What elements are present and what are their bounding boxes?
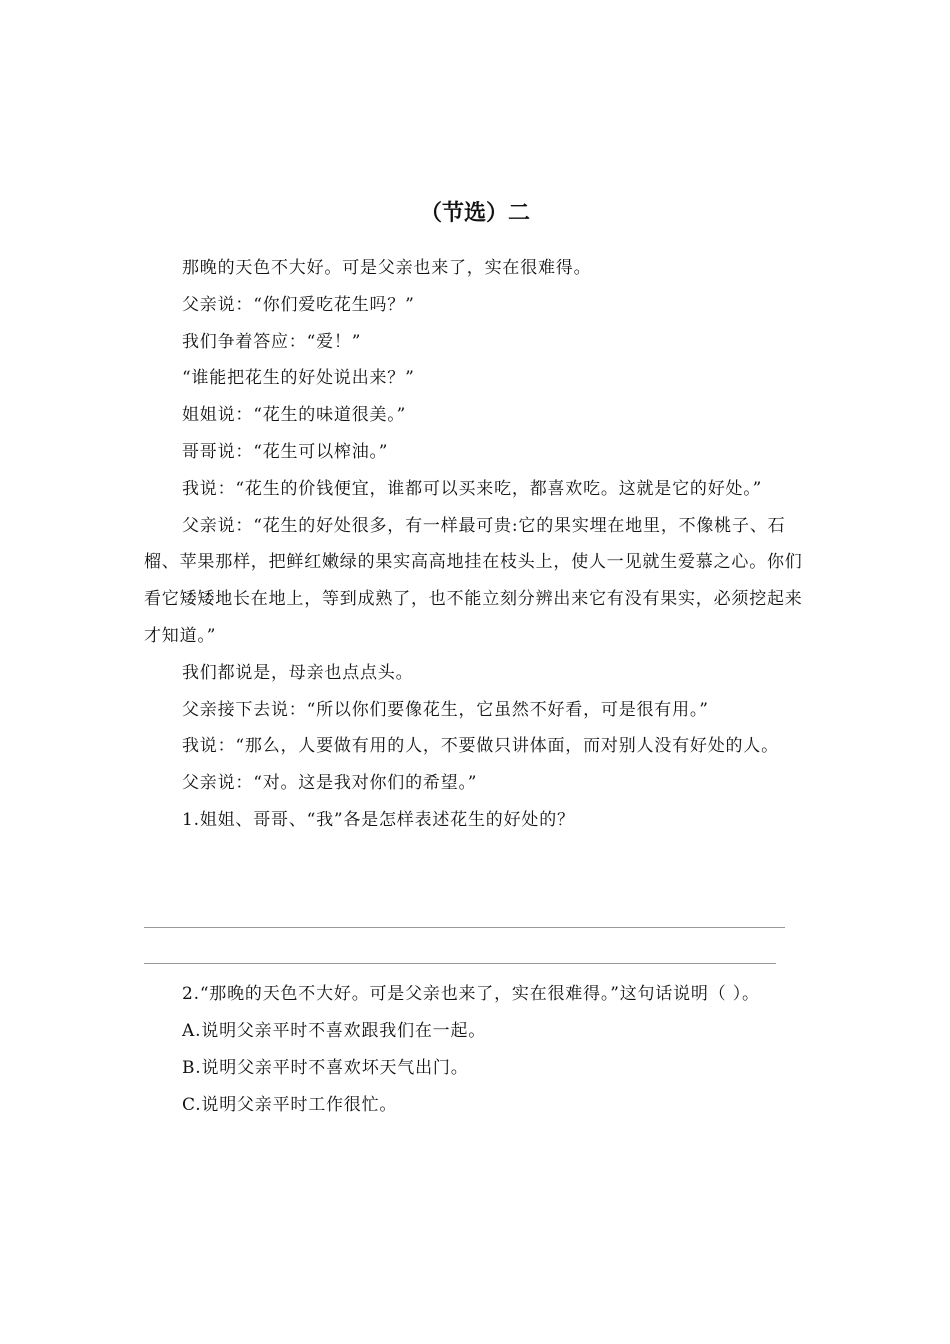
passage-paragraph: 父亲说：“花生的好处很多，有一样最可贵:它的果实埋在地里，不像桃子、石榴、苹果那样，把鲜红嫩绿的果实高高地挂在枝头上，使人一见就生爱慕之心。你们看它矮矮地长在地上，等到成熟了，也不能立刻分辨出来它有没有果实，必须挖起来才知道。” (144, 515, 803, 646)
section-title: （节选）二 (419, 201, 530, 226)
passage-paragraph: 那晚的天色不大好。可是父亲也来了，实在很难得。 (182, 258, 592, 278)
passage-paragraph: 父亲说：“你们爱吃花生吗？” (182, 294, 415, 315)
passage-paragraph: 哥哥说：“花生可以榨油。” (182, 441, 389, 462)
passage-paragraph: “谁能把花生的好处说出来？” (182, 368, 415, 389)
passage-paragraph: 我说：“花生的价钱便宜，谁都可以买来吃，都喜欢吃。这就是它的好处。” (182, 478, 763, 499)
option-a: A.说明父亲平时不喜欢跟我们在一起。 (182, 1021, 487, 1041)
answer-line[interactable] (144, 927, 785, 928)
question-2-block (144, 976, 804, 1124)
option-c: C.说明父亲平时工作很忙。 (182, 1095, 398, 1115)
passage-paragraph: 父亲接下去说：“所以你们要像花生，它虽然不好看，可是很有用。” (182, 699, 709, 720)
passage-paragraph: 我们都说是，母亲也点点头。 (182, 662, 414, 683)
answer-line[interactable] (144, 963, 776, 964)
passage-paragraph: 我说：“那么，人要做有用的人，不要做只讲体面，而对别人没有好处的人。 (182, 736, 779, 757)
reading-passage (144, 250, 804, 839)
passage-paragraph: 姐姐说：“花生的味道很美。” (182, 405, 407, 426)
option-b: B.说明父亲平时不喜欢坏天气出门。 (182, 1058, 469, 1078)
question-2: 2.“那晚的天色不大好。可是父亲也来了，实在很难得。”这句话说明（ ）。 (182, 984, 760, 1004)
passage-paragraph: 我们争着答应：“爱！” (182, 331, 362, 352)
passage-paragraph: 父亲说：“对。这是我对你们的希望。” (182, 773, 478, 794)
question-1: 1.姐姐、哥哥、“我”各是怎样表述花生的好处的？ (182, 809, 575, 830)
